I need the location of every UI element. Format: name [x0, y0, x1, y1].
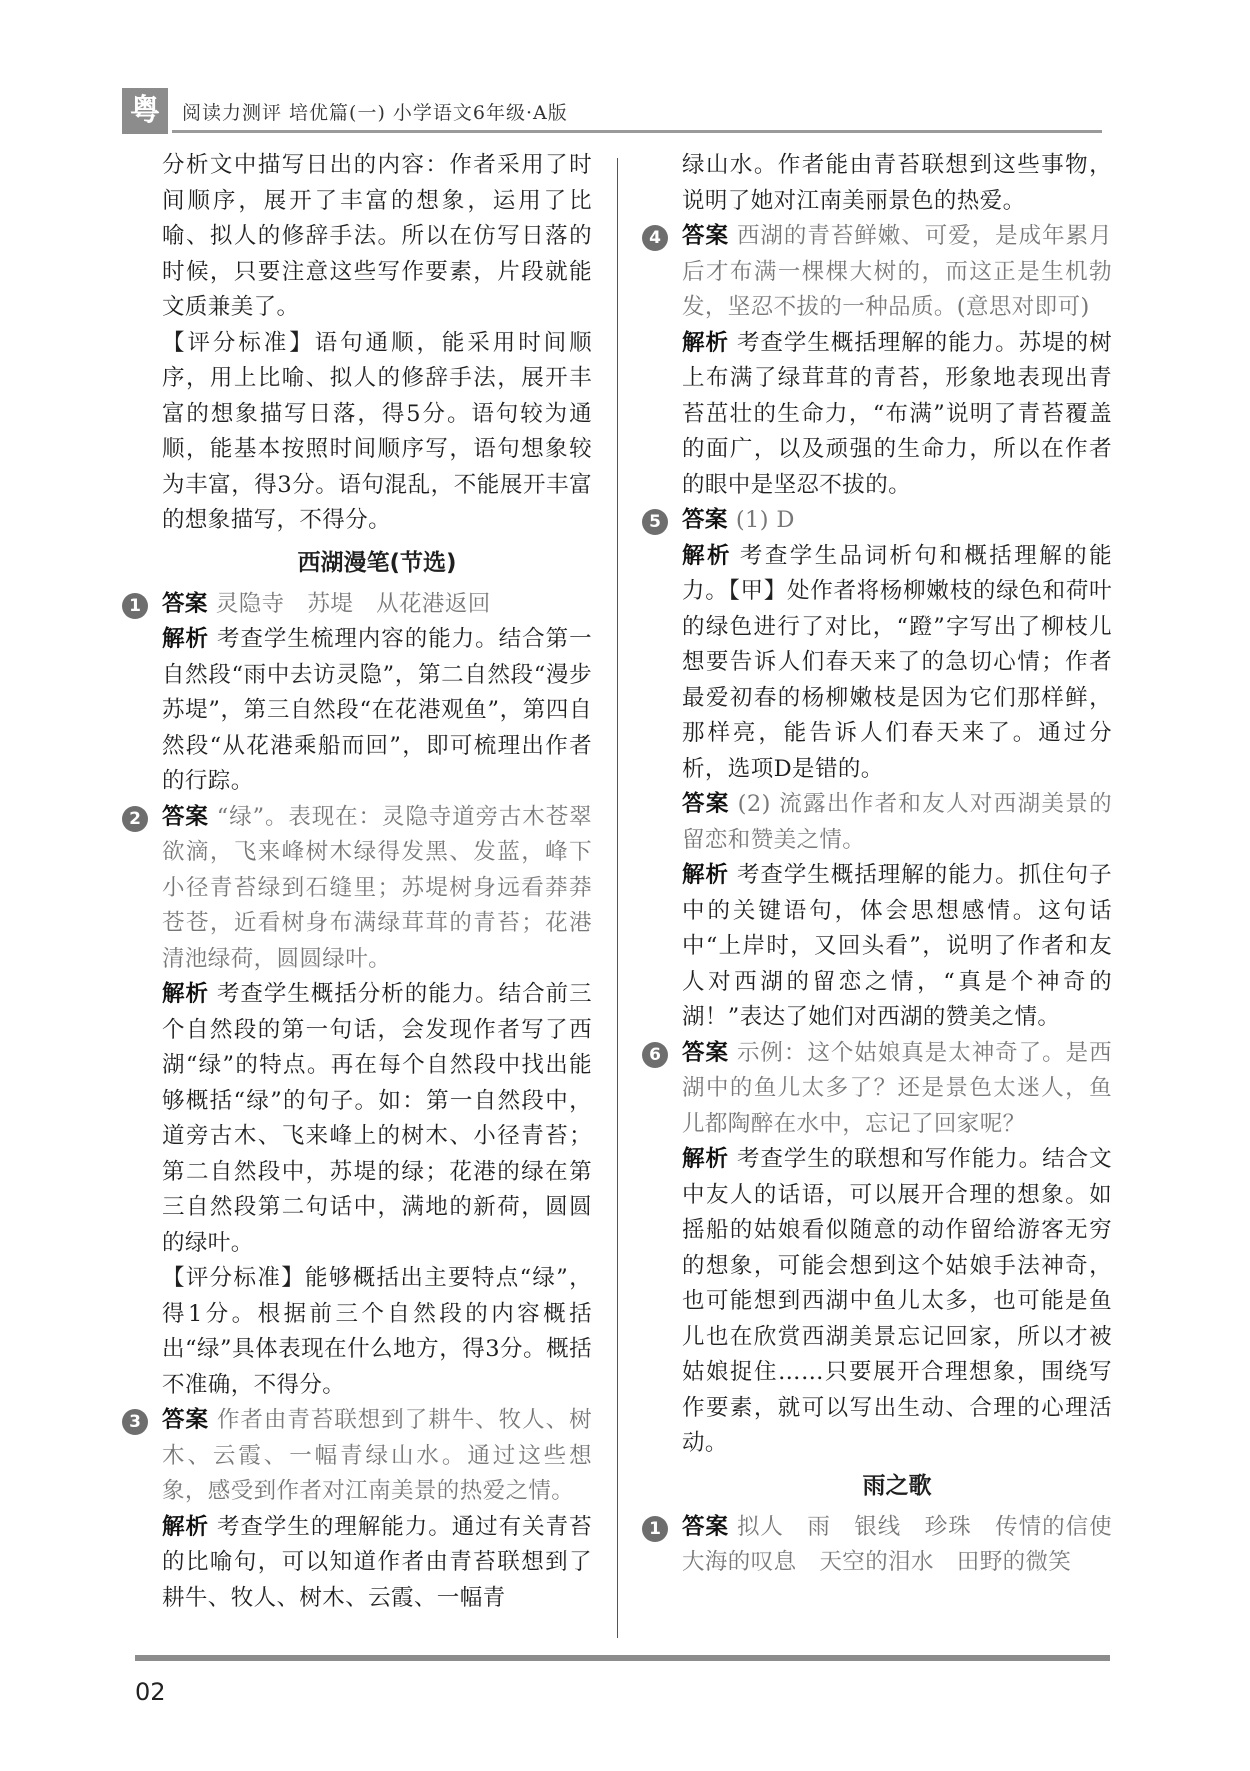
header-rule: [172, 130, 1102, 133]
page-number: 02: [135, 1678, 166, 1706]
criteria-line: [162, 1261, 592, 1403]
analysis-text: 考查学生梳理内容的能力。结合第一自然段“雨中去访灵隐”，第二自然段“漫步苏堤”，第三自然段“在花港观鱼”，第四自然段“从花港乘船而回”，即可梳理出作者的行踪。: [162, 626, 592, 794]
rain-question-1: [649, 1510, 1135, 1581]
answer-line: [682, 503, 1112, 539]
analysis-text: 考查学生概括理解的能力。抓住句子中的关键语句，体会思想感情。这句话中“上岸时，又回头看”，说明了作者和友人对西湖的留恋之情，“真是个神奇的湖！”表达了她们对西湖的赞美之情。: [682, 862, 1112, 1030]
answer-line: [162, 800, 592, 978]
analysis-line: [682, 1142, 1112, 1462]
analysis-text: 考查学生的理解能力。通过有关青苔的比喻句，可以知道作者由青苔联想到了耕牛、牧人、树木、云霞、一幅青: [162, 1513, 592, 1611]
answer-label: 答案: [162, 590, 208, 617]
intro-paragraph: 分析文中描写日出的内容：作者采用了时间顺序，展开了丰富的想象，运用了比喻、拟人的修辞手法。所以在仿写日落的时候，只要注意这些写作要素，片段就能文质兼美了。: [162, 152, 592, 320]
question-number-badge: 2: [122, 806, 148, 832]
question-2: [129, 800, 592, 1404]
criteria-paragraph: [162, 326, 592, 539]
analysis-label: 解析: [682, 1146, 729, 1172]
analysis-label: 解析: [162, 1513, 209, 1540]
brand-logo: 粤: [122, 88, 168, 134]
footer-rule: [135, 1655, 1110, 1661]
analysis-line: [162, 977, 592, 1261]
question-number-badge: 6: [642, 1042, 668, 1068]
answer-label: 答案: [682, 507, 728, 533]
answer-line: [682, 1510, 1135, 1581]
question-number-badge: 1: [122, 593, 148, 619]
page-header: [122, 88, 1102, 134]
answer-text: 作者由青苔联想到了耕牛、牧人、树木、云霞、一幅青绿山水。通过这些想象，感受到作者对江南美景的热爱之情。: [162, 1407, 592, 1504]
question-5: [649, 503, 1112, 1036]
answer-label: 答案: [682, 1039, 729, 1066]
criteria-label: 【评分标准】: [162, 329, 315, 356]
analysis-text: 考查学生的联想和写作能力。结合文中友人的话语，可以展开合理的想象。如摇船的姑娘看似随意的动作留给游客无穷的想象，可能会想到这个姑娘手法神奇，也可能想到西湖中鱼儿太多，也可能是鱼儿也在欣赏西湖美景忘记回家，所以才被姑娘捉住……只要展开合理想象，围绕写作要素，就可以写出生动、合理的心理活动。: [682, 1146, 1112, 1456]
criteria-text: 能够概括出主要特点“绿”，得1分。根据前三个自然段的内容概括出“绿”具体表现在什么地方，得3分。概括不准确，不得分。: [162, 1265, 592, 1398]
header-title: 阅读力测评 培优篇(一) 小学语文6年级·A版: [182, 102, 568, 124]
answer-text: “绿”。表现在：灵隐寺道旁古木苍翠欲滴，飞来峰树木绿得发黑、发蓝，峰下小径青苔绿到石缝里；苏堤树身远看莽莽苍苍，近看树身布满绿茸茸的青苔；花港清池绿荷，圆圆绿叶。: [162, 803, 592, 972]
section-title-xihu: 西湖漫笔(节选): [297, 549, 457, 576]
question-number-badge: 3: [122, 1409, 148, 1435]
analysis-line-2: [682, 858, 1112, 1036]
analysis-text: 考查学生概括分析的能力。结合前三个自然段的第一句话，会发现作者写了西湖“绿”的特点。再在每个自然段中找出能够概括“绿”的句子。如：第一自然段中，道旁古木、飞来峰上的树木、小径青苔；第二自然段中，苏堤的绿；花港的绿在第三自然段第二句话中，满地的新荷，圆圆的绿叶。: [162, 981, 592, 1256]
answer-label: 答案: [682, 1513, 729, 1540]
question-number-badge: 5: [642, 509, 668, 535]
analysis-label: 解析: [682, 329, 729, 356]
answer-label: 答案: [682, 791, 730, 817]
section-title-yuzhige: 雨之歌: [862, 1472, 932, 1499]
analysis-text: 考查学生概括理解的能力。苏堤的树上布满了绿茸茸的青苔，形象地表现出青苔茁壮的生命力，“布满”说明了青苔覆盖的面广，以及顽强的生命力，所以在作者的眼中是坚忍不拔的。: [682, 329, 1112, 498]
analysis-line: [162, 622, 592, 800]
criteria-text: 语句通顺，能采用时间顺序，用上比喻、拟人的修辞手法，展开丰富的想象描写日落，得5分。语句较为通顺，能基本按照时间顺序写，语句想象较为丰富，得3分。语句混乱，不能展开丰富的想象描写，不得分。: [162, 329, 593, 533]
answer-line: [162, 587, 592, 623]
question-1: [129, 587, 592, 800]
analysis-text: 考查学生品词析句和概括理解的能力。【甲】处作者将杨柳嫩枝的绿色和荷叶的绿色进行了对比，“蹬”字写出了柳枝儿想要告诉人们春天来了的急切心情；作者最爱初春的杨柳嫩枝是因为它们那样鲜，那样亮，能告诉人们春天来了。通过分析，选项D是错的。: [682, 542, 1112, 782]
answer-label: 答案: [682, 223, 729, 249]
answer-line: [682, 1036, 1112, 1143]
analysis-line: [162, 1510, 592, 1617]
answer-label: 答案: [162, 803, 209, 830]
answer-line-2: [682, 787, 1112, 858]
question-6: [649, 1036, 1112, 1462]
question-4: [649, 219, 1112, 503]
q3-continuation: 绿山水。作者能由青苔联想到这些事物，说明了她对江南美丽景色的热爱。: [682, 152, 1112, 214]
analysis-label: 解析: [162, 981, 209, 1007]
answer-text: (2) 流露出作者和友人对西湖美景的留恋和赞美之情。: [682, 791, 1112, 853]
right-column: [649, 148, 1135, 1581]
answer-line: [162, 1403, 592, 1510]
answer-text: 示例：这个姑娘真是太神奇了。是西湖中的鱼儿太多了？还是景色太迷人，鱼儿都陶醉在水中，忘记了回家呢？: [682, 1039, 1112, 1137]
analysis-line: [682, 539, 1112, 788]
left-column: [129, 148, 593, 1616]
column-divider: [617, 158, 618, 1638]
analysis-label: 解析: [682, 542, 732, 569]
analysis-label: 解析: [682, 862, 729, 888]
question-3: [129, 1403, 592, 1616]
question-number-badge: 1: [642, 1516, 668, 1542]
analysis-line: [682, 326, 1112, 504]
answer-text: 西湖的青苔鲜嫩、可爱，是成年累月后才布满一棵棵大树的，而这正是生机勃发，坚忍不拔的一种品质。(意思对即可): [682, 223, 1112, 320]
analysis-label: 解析: [162, 626, 209, 652]
answer-text: 灵隐寺 苏堤 从花港返回: [215, 590, 491, 617]
answer-text: (1) D: [735, 507, 795, 533]
answer-line: [682, 219, 1112, 326]
answer-label: 答案: [162, 1407, 209, 1433]
criteria-label: 【评分标准】: [162, 1265, 306, 1291]
answer-text: 拟人 雨 银线 珍珠 传情的信使 大海的叹息 天空的泪水 田野的微笑: [682, 1513, 1135, 1575]
question-number-badge: 4: [642, 225, 668, 251]
